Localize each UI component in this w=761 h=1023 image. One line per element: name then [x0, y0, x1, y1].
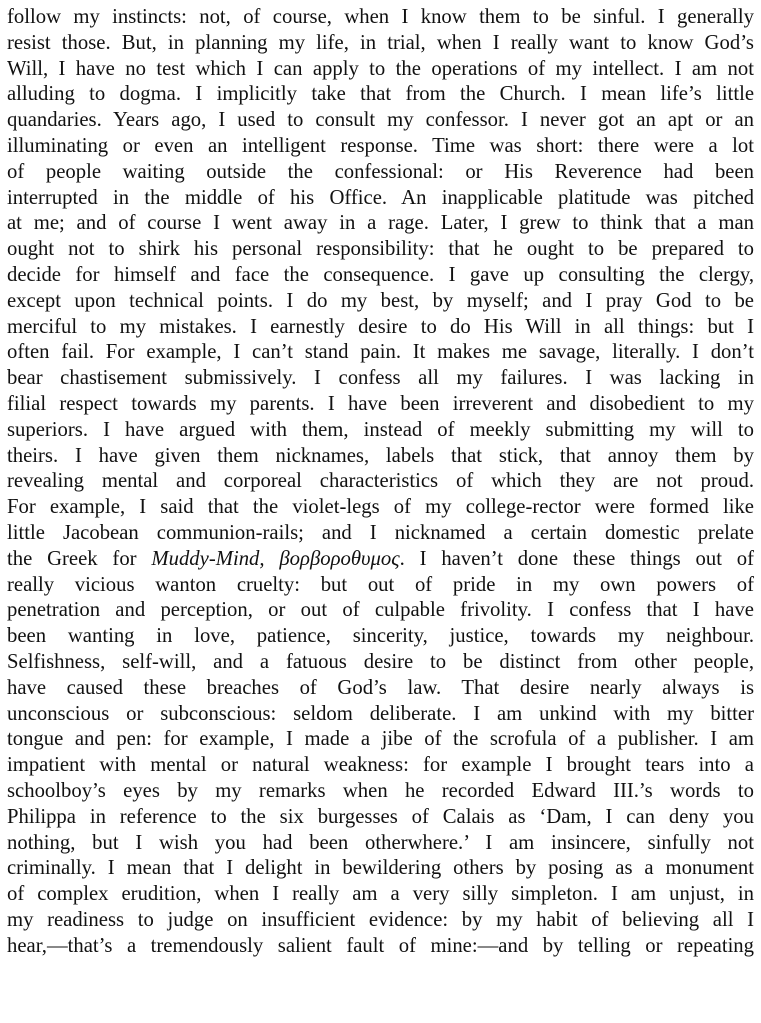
text-segment: superiors. I have argued with them, instead of meekly submitting my will to	[7, 418, 754, 441]
text-segment: interrupted in the middle of his Office. An inapplicable platitude was pitched	[7, 186, 754, 209]
text-line	[7, 134, 754, 160]
text-segment: really vicious wanton cruelty: but out of pride in my own powers of	[7, 573, 754, 596]
text-segment: penetration and perception, or out of culpable frivolity. I confess that I have	[7, 599, 754, 622]
text-line	[7, 908, 754, 934]
text-segment: resist those. But, in planning my life, in trial, when I really want to know God’s	[7, 31, 754, 54]
text-line	[7, 57, 754, 83]
text-line	[7, 727, 754, 753]
text-line	[7, 263, 754, 289]
text-line	[7, 186, 754, 212]
text-line	[7, 856, 754, 882]
text-line	[7, 934, 754, 960]
text-line	[7, 779, 754, 805]
text-segment: the Greek for	[7, 547, 152, 570]
italic-phrase: Muddy-Mind, βορβοροθυμος	[151, 547, 400, 570]
text-segment: filial respect towards my parents. I have been irreverent and disobedient to my	[7, 392, 754, 415]
text-line	[7, 211, 754, 237]
text-segment: theirs. I have given them nicknames, labels that stick, that annoy them by	[7, 444, 754, 467]
text-segment: of complex erudition, when I really am a very silly simpleton. I am unjust, in	[7, 883, 754, 906]
text-segment: merciful to my mistakes. I earnestly desire to do His Will in all things: but I	[7, 315, 754, 338]
text-segment: Will, I have no test which I can apply to the operations of my intellect. I am not	[7, 57, 754, 80]
text-segment: bear chastisement submissively. I confess all my failures. I was lacking in	[7, 367, 754, 390]
text-line	[7, 31, 754, 57]
text-segment: Philippa in reference to the six burgesses of Calais as ‘Dam, I can deny you	[7, 805, 754, 828]
text-line	[7, 289, 754, 315]
text-line	[7, 392, 754, 418]
text-line	[7, 573, 754, 599]
text-segment: ought not to shirk his personal responsibility: that he ought to be prepared to	[7, 238, 754, 261]
text-segment: have caused these breaches of God’s law. That desire nearly always is	[7, 676, 754, 699]
text-segment: quandaries. Years ago, I used to consult my confessor. I never got an apt or an	[7, 109, 754, 132]
text-segment: follow my instincts: not, of course, when I know them to be sinful. I generally	[7, 6, 754, 28]
text-segment: decide for himself and face the consequence. I gave up consulting the clergy,	[7, 263, 754, 286]
text-line	[7, 547, 754, 573]
text-segment: nothing, but I wish you had been otherwhere.’ I am insincere, sinfully not	[7, 831, 754, 854]
text-line	[7, 340, 754, 366]
text-segment: tongue and pen: for example, I made a jibe of the scrofula of a publisher. I am	[7, 728, 754, 751]
text-line	[7, 521, 754, 547]
text-line	[7, 444, 754, 470]
text-line	[7, 160, 754, 186]
text-segment: impatient with mental or natural weakness: for example I brought tears into a	[7, 754, 754, 777]
text-segment: been wanting in love, patience, sincerity, justice, towards my neighbour.	[7, 625, 754, 648]
text-segment: alluding to dogma. I implicitly take that from the Church. I mean life’s little	[7, 83, 754, 106]
text-segment: little Jacobean communion-rails; and I nicknamed a certain domestic prelate	[7, 521, 754, 544]
text-line	[7, 624, 754, 650]
text-segment: illuminating or even an intelligent response. Time was short: there were a lot	[7, 134, 754, 157]
text-segment: unconscious or subconscious: seldom deliberate. I am unkind with my bitter	[7, 702, 754, 725]
text-segment: schoolboy’s eyes by my remarks when he recorded Edward III.’s words to	[7, 779, 754, 802]
text-line	[7, 5, 754, 31]
text-line	[7, 882, 754, 908]
text-line	[7, 805, 754, 831]
text-line	[7, 82, 754, 108]
text-line	[7, 650, 754, 676]
text-segment: of people waiting outside the confessional: or His Reverence had been	[7, 160, 754, 183]
text-line	[7, 366, 754, 392]
text-segment: at me; and of course I went away in a rage. Later, I grew to think that a man	[7, 212, 754, 235]
text-line	[7, 831, 754, 857]
text-line	[7, 469, 754, 495]
text-segment: often fail. For example, I can’t stand pain. It makes me savage, literally. I don’t	[7, 341, 754, 364]
text-segment: criminally. I mean that I delight in bewildering others by posing as a monument	[7, 857, 754, 880]
text-line	[7, 495, 754, 521]
text-segment: except upon technical points. I do my best, by myself; and I pray God to be	[7, 289, 754, 312]
text-line	[7, 315, 754, 341]
text-line	[7, 753, 754, 779]
body-text	[7, 5, 754, 959]
text-segment: hear,—that’s a tremendously salient fault of mine:—and by telling or repeating	[7, 934, 754, 957]
text-line	[7, 598, 754, 624]
text-line	[7, 702, 754, 728]
text-segment: For example, I said that the violet-legs of my college-rector were formed like	[7, 496, 754, 519]
text-line	[7, 418, 754, 444]
text-segment: my readiness to judge on insufficient evidence: by my habit of believing all I	[7, 908, 754, 931]
text-line	[7, 108, 754, 134]
text-line	[7, 237, 754, 263]
text-segment: revealing mental and corporeal characteristics of which they are not proud.	[7, 470, 754, 493]
text-segment: . I haven’t done these things out of	[399, 547, 755, 570]
text-line	[7, 676, 754, 702]
text-segment: Selfishness, self-will, and a fatuous desire to be distinct from other people,	[7, 650, 754, 673]
